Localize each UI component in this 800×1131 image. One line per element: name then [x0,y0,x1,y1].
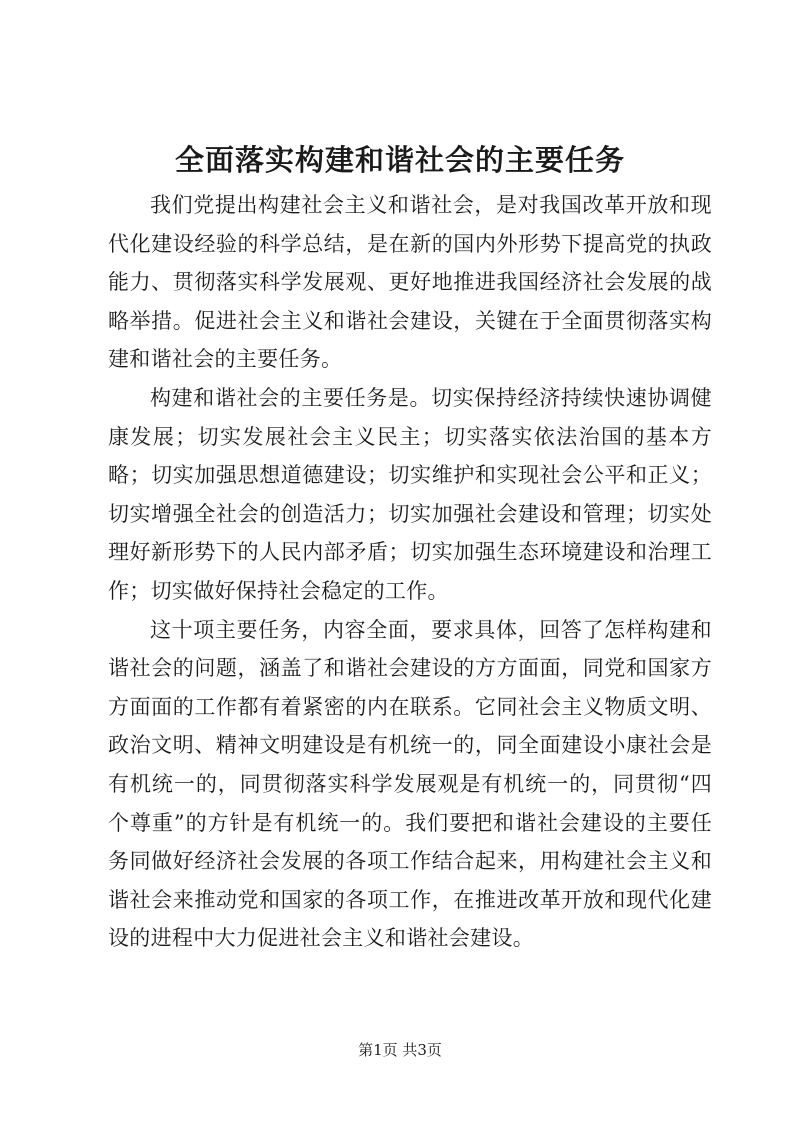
paragraph-1: 我们党提出构建社会主义和谐社会，是对我国改革开放和现代化建设经验的科学总结，是在新的国内外形势下提高党的执政能力、贯彻落实科学发展观、更好地推进我国经济社会发展的战略举措。促进社会主义和谐社会建设，关键在于全面贯彻落实构建和谐社会的主要任务。 [108,193,712,372]
document-body [108,186,712,958]
document-title: 全面落实构建和谐社会的主要任务 [174,143,625,177]
page-footer: 第1页 共3页 [358,1041,442,1059]
paragraph-2: 构建和谐社会的主要任务是。切实保持经济持续快速协调健康发展；切实发展社会主义民主；切实落实依法治国的基本方略；切实加强思想道德建设；切实维护和实现社会公平和正义；切实增强全社会的创造活力；切实加强社会建设和管理；切实处理好新形势下的人民内部矛盾；切实加强生态环境建设和治理工作；切实做好保持社会稳定的工作。 [108,385,712,603]
paragraph-3: 这十项主要任务，内容全面，要求具体，回答了怎样构建和谐社会的问题，涵盖了和谐社会建设的方方面面，同党和国家方方面面的工作都有着紧密的内在联系。它同社会主义物质文明、政治文明、精神文明建设是有机统一的，同全面建设小康社会是有机统一的，同贯彻落实科学发展观是有机统一的，同贯彻“四个尊重”的方针是有机统一的。我们要把和谐社会建设的主要任务同做好经济社会发展的各项工作结合起来，用构建社会主义和谐社会来推动党和国家的各项工作，在推进改革开放和现代化建设的进程中大力促进社会主义和谐社会建设。 [108,617,712,951]
